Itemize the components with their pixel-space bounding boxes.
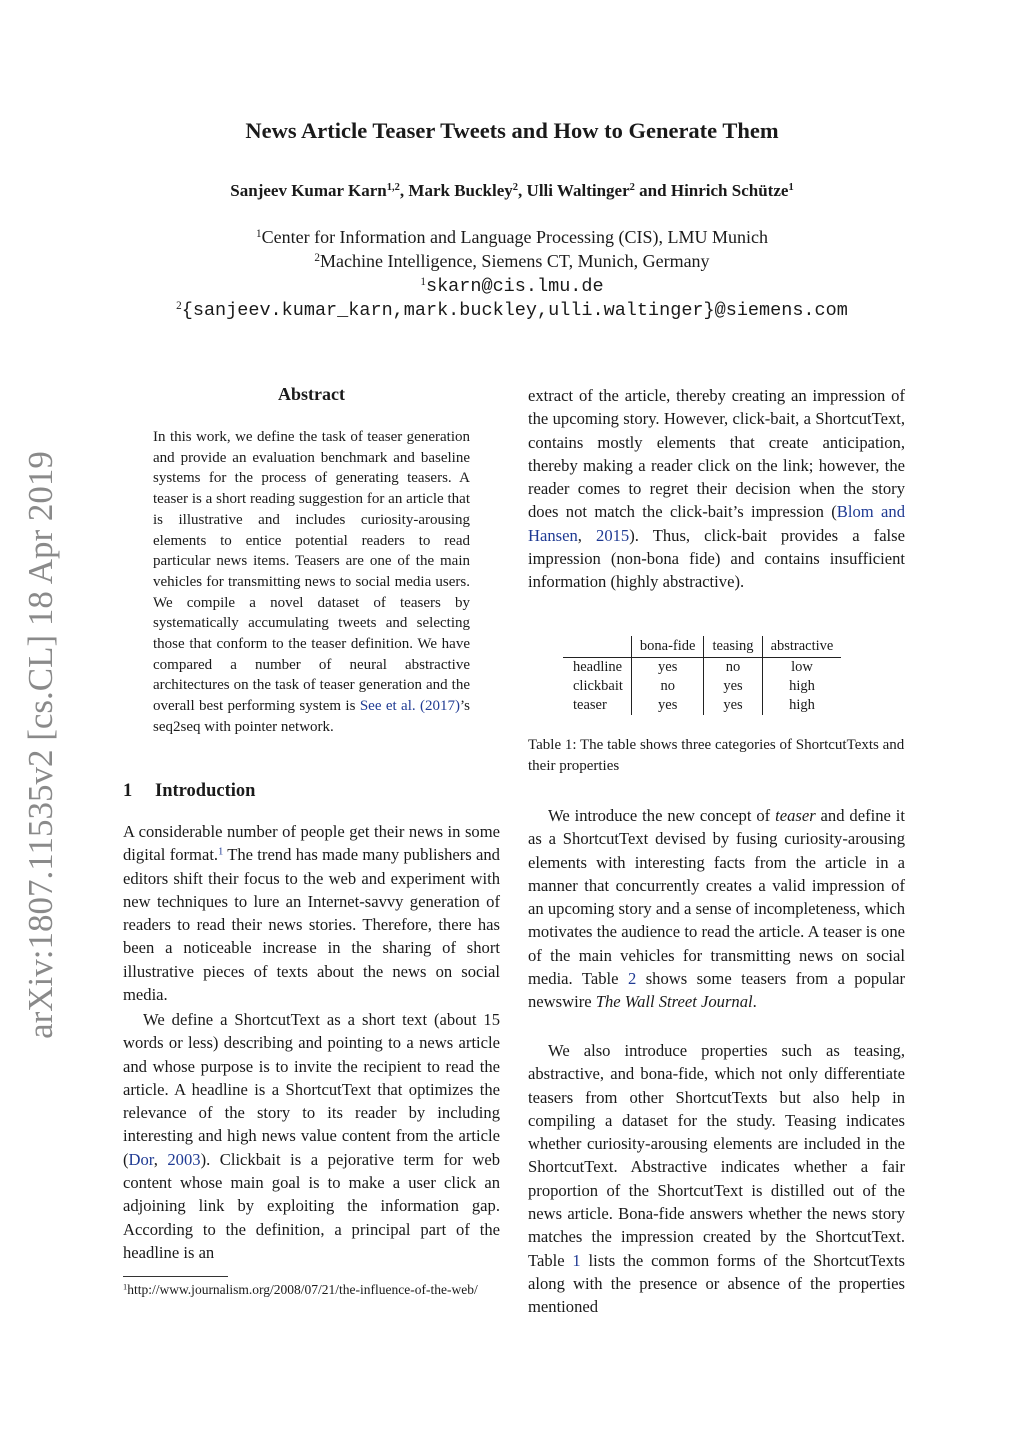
paragraph-text: The trend has made many publishers and editors shift their focus to the web and experiment with new techniques to lure an Internet-savvy generation of readers to read their news stories. Therefore, there has been a noticeable increase in the sharing of short illustrative pieces of texts about the news on social media. bbox=[123, 845, 500, 1005]
author-affiliation-mark: 2 bbox=[629, 182, 635, 194]
affiliation-text: Machine Intelligence, Siemens CT, Munich, Germany bbox=[320, 251, 710, 271]
row-header: headline bbox=[573, 659, 623, 675]
affiliation-2 bbox=[0, 249, 1024, 273]
emphasis-text: The Wall Street Journal bbox=[595, 992, 753, 1012]
author-separator: , bbox=[518, 181, 527, 200]
citation-link[interactable]: (2017) bbox=[419, 698, 460, 715]
table-cell: high bbox=[762, 696, 841, 715]
table-cell: high bbox=[762, 677, 841, 696]
author-affiliation-mark: 1 bbox=[788, 182, 794, 194]
table-cell: yes bbox=[631, 658, 704, 678]
citation-link[interactable]: See et al. bbox=[359, 698, 416, 715]
arxiv-identifier: arXiv:1807.11535v2 [cs.CL] 18 Apr 2019 bbox=[21, 451, 60, 1039]
table-corner bbox=[563, 636, 631, 658]
author-separator: and bbox=[634, 181, 671, 200]
table-caption: Table 1: The table shows three categories of ShortcutTexts and their properties bbox=[528, 737, 905, 774]
email-1 bbox=[0, 273, 1024, 299]
section-heading bbox=[123, 781, 255, 802]
author-affiliation-mark: 2 bbox=[512, 182, 519, 194]
citation-link[interactable]: Dor bbox=[128, 1149, 154, 1169]
citation-link[interactable]: 2015 bbox=[596, 525, 630, 545]
paragraph-text: We introduce the new concept of bbox=[548, 806, 776, 825]
paragraph-text: lists the common forms of the ShortcutTexts along with the presence or absence of the properties mentioned bbox=[528, 1250, 906, 1317]
table-row bbox=[563, 696, 841, 715]
author-list bbox=[0, 181, 1024, 201]
paragraph-text: . bbox=[752, 992, 757, 1012]
affiliation-mark: 1 bbox=[420, 275, 426, 288]
footnote bbox=[123, 1281, 500, 1299]
citation-separator: , bbox=[153, 1149, 168, 1169]
footnote-mark: 1 bbox=[123, 1282, 128, 1292]
abstract-heading: Abstract bbox=[278, 384, 345, 404]
paragraph-text: A considerable number of people get their news in some digital format. bbox=[123, 822, 500, 865]
paragraph-text: extract of the article, thereby creating an impression of the upcoming story. However, click-bait, a ShortcutText, contains mostly elements that create anticipation, thereby making a reader click on the link; however, the reader comes to regret their decision when the story does not match the click-bait’s impression ( bbox=[528, 386, 905, 522]
row-header: teaser bbox=[573, 697, 607, 713]
citation-link[interactable]: 2003 bbox=[167, 1149, 201, 1169]
row-header: clickbait bbox=[573, 678, 623, 694]
section-number: 1 bbox=[123, 781, 133, 801]
affiliation-mark: 2 bbox=[176, 299, 182, 312]
footnote-divider bbox=[123, 1276, 228, 1277]
table-reference-link[interactable]: 2 bbox=[627, 969, 637, 989]
email-text: skarn@cis.lmu.de bbox=[425, 276, 604, 297]
column-header: bona-fide bbox=[631, 636, 704, 658]
table-cell: low bbox=[762, 658, 841, 678]
email-2 bbox=[0, 297, 1024, 323]
abstract-body bbox=[153, 427, 470, 738]
table-reference-link[interactable]: 1 bbox=[572, 1250, 581, 1270]
author-name: Mark Buckley bbox=[408, 181, 513, 200]
author-affiliation-mark: 1,2 bbox=[386, 182, 400, 194]
paragraph-text: We also introduce properties such as teasing, abstractive, and bona-fide, which not only differentiate teasers from other ShortcutTexts but also help in compiling a dataset for the study. Teasing indicates whether curiosity-arousing elements are included in the ShortcutText. Abstractive indicates whether a fair proportion of the ShortcutText is distilled out of the news article. Bona-fide answers whether the news story matches the impression created by the ShortcutText. Table bbox=[528, 1041, 905, 1270]
column-header: teasing bbox=[704, 636, 762, 658]
affiliation-mark: 1 bbox=[256, 227, 262, 240]
citation-separator: , bbox=[577, 525, 597, 545]
paragraph-text: ). Thus, click-bait provides a false impression (non-bona fide) and contains insufficient information (highly abstractive). bbox=[528, 525, 905, 592]
footnote-url[interactable]: http://www.journalism.org/2008/07/21/the-influence-of-the-web/ bbox=[127, 1282, 478, 1297]
paragraph-text: and define it as a ShortcutText devised by fusing curiosity-arousing elements with interesting facts from the article in a manner that concurrently creates a valid impression of an upcoming story and a sense of incompleteness, which motivates the audience to read the article. A teaser is one of the main vehicles for transmitting news on social media. Table bbox=[528, 806, 905, 989]
table-1 bbox=[563, 636, 841, 715]
email-text: {sanjeev.kumar_karn,mark.buckley,ulli.waltinger}@siemens.com bbox=[181, 300, 848, 321]
affiliation-text: Center for Information and Language Processing (CIS), LMU Munich bbox=[261, 227, 768, 247]
table-cell: no bbox=[704, 658, 762, 678]
table-row bbox=[563, 658, 841, 678]
affiliation-1 bbox=[0, 225, 1024, 249]
table-header-row bbox=[563, 636, 841, 658]
abstract-text: ’s seq2seq with pointer network. bbox=[153, 698, 470, 735]
paper-title: News Article Teaser Tweets and How to Generate Them bbox=[245, 118, 779, 143]
section-title: Introduction bbox=[155, 781, 256, 801]
table-row bbox=[563, 677, 841, 696]
right-paragraph-3 bbox=[528, 1039, 905, 1319]
abstract-text: In this work, we define the task of teaser generation and provide an evaluation benchmark and baseline systems for the process of generating teasers. A teaser is a short reading suggestion for an article that is illustrative and includes curiosity-arousing elements to entice potential readers to read particular news items. Teasers are one of the main vehicles for transmitting news to social media users. We compile a novel dataset of teasers by systematically accumulating tweets and selecting those that conform to the teaser definition. We have compared a number of neural abstractive architectures on the task of teaser generation and the overall best performing system is bbox=[153, 429, 470, 715]
table-cell: yes bbox=[704, 696, 762, 715]
author-separator: , bbox=[399, 181, 409, 200]
affiliation-mark: 2 bbox=[314, 251, 320, 264]
emphasis-text: teaser bbox=[775, 806, 816, 825]
author-name: Hinrich Schütze bbox=[670, 181, 789, 200]
paragraph-text: shows some teasers from a popular newswire bbox=[528, 969, 905, 1012]
author-name: Ulli Waltinger bbox=[526, 181, 630, 200]
column-header: abstractive bbox=[762, 636, 841, 658]
right-paragraph-2 bbox=[528, 804, 905, 1014]
intro-paragraph-2 bbox=[123, 1008, 500, 1264]
paragraph-text: We define a ShortcutText as a short text (about 15 words or less) describing and pointing to a news article and whose purpose is to invite the recipient to read the article. A headline is a ShortcutText that optimizes the relevance of the story to its reader by including interesting and high news value content from the article ( bbox=[123, 1010, 500, 1169]
intro-paragraph-1 bbox=[123, 820, 500, 1006]
table-cell: yes bbox=[631, 696, 704, 715]
table-cell: yes bbox=[704, 677, 762, 696]
citation-link[interactable]: Blom and Hansen bbox=[528, 502, 905, 545]
author-name: Sanjeev Kumar Karn bbox=[230, 181, 387, 200]
table-cell: no bbox=[631, 677, 704, 696]
right-paragraph-1 bbox=[528, 384, 905, 594]
footnote-link[interactable]: 1 bbox=[218, 846, 224, 858]
paragraph-text: ). Clickbait is a pejorative term for web content whose main goal is to make a user click an adjoining link by exploiting the information gap. According to the definition, a principal part of the headline is an bbox=[123, 1149, 500, 1262]
